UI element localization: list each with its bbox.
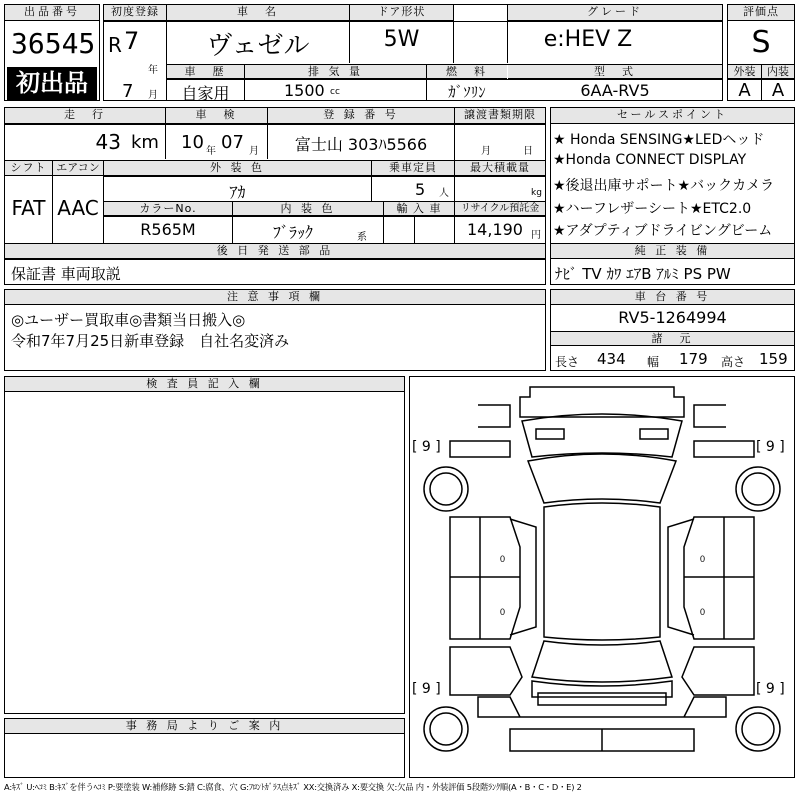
office-label: 事 務 局 よ り ご 案 内 [5, 719, 404, 734]
transfer-day-unit: 日 [523, 146, 533, 157]
door-label: ドア形状 [350, 5, 453, 21]
sales-point-line: ★ハーフレザーシート★ETC2.0 [553, 201, 752, 217]
chassis-label: 車 台 番 号 [551, 290, 794, 305]
height: 159 [759, 350, 788, 368]
transfer-month-unit: 月 [481, 146, 491, 157]
later-parts: 保証書 車両取説 [11, 265, 121, 283]
svg-text:0: 0 [500, 607, 506, 617]
dims-label: 諸 元 [551, 332, 794, 346]
windshield [528, 454, 676, 503]
first-reg-label: 初度登録 [104, 5, 166, 21]
capacity-label: 乗車定員 [372, 161, 454, 176]
rear-bumper [478, 697, 726, 717]
mileage-label: 走 行 [5, 108, 165, 124]
front-bumper-left [478, 405, 510, 427]
history: 自家用 [181, 84, 230, 103]
car-diagram-box [409, 376, 795, 778]
plate-label: 登 録 番 号 [268, 108, 454, 124]
ext-color-label: 外 装 色 [104, 161, 371, 176]
int-color-suffix: 系 [357, 232, 367, 243]
first-reg-year-unit: 年 [148, 65, 158, 76]
ext-grade: A [738, 80, 751, 101]
lot-box [4, 4, 100, 101]
color-no: R565M [140, 220, 196, 239]
svg-text:0: 0 [500, 554, 506, 564]
headlight-right [640, 429, 668, 439]
door-type: 5W [383, 27, 420, 52]
first-reg-year: 7 [124, 27, 140, 55]
tire-depth-front-left: [ 9 ] [412, 439, 441, 455]
ext-color: ｱｶ [229, 183, 246, 202]
first-reg-era: R [108, 33, 122, 57]
eval-label: 評価点 [728, 5, 794, 21]
first-reg-month-unit: 月 [148, 90, 158, 101]
roof [544, 503, 660, 640]
model: 6AA-RV5 [580, 81, 650, 100]
capacity: 5 [415, 180, 426, 199]
rear-fender-right [682, 647, 754, 695]
later-parts-label: 後 日 発 送 部 品 [5, 244, 545, 259]
car-name: ヴェゼル [206, 31, 310, 61]
tire-depth-rear-right: [ 9 ] [756, 681, 785, 697]
recycle-label: リサイクル預託金 [455, 202, 545, 216]
inspection-month-unit: 月 [249, 146, 259, 157]
recycle-unit: 円 [531, 230, 541, 241]
svg-text:0: 0 [700, 554, 706, 564]
sales-point-line: ★ Honda SENSING★LEDヘッド [553, 132, 765, 148]
load-unit: kg [531, 188, 542, 198]
equipment-label: 純 正 装 備 [551, 244, 794, 259]
int-grade-label: 内装 [762, 65, 794, 79]
displacement-unit: cc [330, 87, 340, 97]
front-bumper-right [694, 405, 726, 427]
inspector-label: 検 査 員 記 入 欄 [5, 377, 404, 392]
grade: e:HEV Z [543, 27, 633, 52]
first-reg-month: 7 [122, 81, 134, 102]
lot-label: 出品番号 [5, 5, 99, 21]
mileage: 43 [95, 130, 121, 154]
left-side-front [450, 517, 520, 639]
width-label: 幅 [647, 355, 660, 369]
ac-label: エアコン [53, 161, 103, 176]
office-box [4, 718, 405, 778]
plate: 富士山 303ﾊ5566 [294, 135, 428, 154]
rear-fender-left [450, 647, 522, 695]
eval-score: S [751, 25, 771, 60]
notes-box [4, 289, 546, 371]
notes-line: ◎ユーザー買取車◎書類当日搬入◎ [11, 311, 246, 329]
front-fender-left [450, 441, 510, 457]
inspection-month: 07 [221, 132, 244, 153]
chassis-box [550, 289, 795, 371]
shift-label: シフト [5, 161, 52, 176]
history-label: 車 歴 [167, 65, 244, 79]
length: 434 [597, 350, 626, 368]
height-label: 高さ [721, 355, 746, 369]
chassis-number: RV5-1264994 [618, 308, 727, 327]
rear-bumper-top [538, 693, 666, 705]
length-label: 長さ [555, 355, 580, 369]
trunk [532, 681, 672, 697]
equipment: ﾅﾋﾞ TV ｶﾜ ｴｱB ｱﾙﾐ PS PW [555, 265, 731, 283]
sales-point-line: ★後退出庫サポート★バックカメラ [553, 178, 775, 194]
header-block [103, 4, 723, 101]
tire-depth-front-right: [ 9 ] [756, 439, 785, 455]
details-block [4, 107, 546, 285]
ext-grade-label: 外装 [728, 65, 761, 79]
int-color: ﾌﾞﾗｯｸ [272, 223, 313, 242]
model-label: 型 式 [508, 65, 722, 79]
color-no-label: カラーNo. [104, 202, 232, 216]
capacity-unit: 人 [439, 188, 449, 199]
inspection-label: 車 検 [166, 108, 267, 124]
front-bumper [520, 387, 684, 417]
car-name-label: 車 名 [167, 5, 349, 21]
notes-label: 注 意 事 項 欄 [5, 290, 545, 305]
grade-label: グレード [508, 5, 722, 21]
displacement: 1500 [284, 81, 325, 100]
sales-point-line: ★Honda CONNECT DISPLAY [553, 152, 747, 168]
inspector-box [4, 376, 405, 714]
sales-points-box [550, 107, 795, 285]
fuel: ｶﾞｿﾘﾝ [448, 83, 486, 101]
sales-point-line: ★アダプティブドライビングビーム [553, 223, 773, 239]
hood [522, 414, 682, 457]
tire-depth-rear-left: [ 9 ] [412, 681, 441, 697]
displacement-label: 排 気 量 [245, 65, 426, 79]
eval-box [727, 4, 795, 101]
right-side-front [684, 517, 754, 639]
int-grade: A [771, 80, 785, 101]
rear-window [532, 641, 672, 682]
shift: FAT [11, 196, 46, 220]
footer-legend: A:ｷｽﾞ U:ﾍｺﾐ B:ｷｽﾞを伴うﾍｺﾐ P:要塗装 W:補修跡 S:錆 C:腐食、穴 G:ﾌﾛﾝﾄｶﾞﾗｽ点ｷｽﾞ XX:交換済み X:要交換 欠:欠品 内・外装評価 5段階ﾗﾝｸ順(A・B・C・D・E) 2 [4, 782, 582, 792]
inspection-year-unit: 年 [206, 146, 216, 157]
ac: AAC [57, 196, 99, 220]
int-color-label: 内 装 色 [233, 202, 383, 216]
front-fender-right [694, 441, 754, 457]
headlight-left [536, 429, 564, 439]
svg-text:0: 0 [700, 607, 706, 617]
car-diagram [410, 377, 794, 777]
recycle-amount: 14,190 [467, 220, 523, 239]
import-label: 輸 入 車 [384, 202, 454, 216]
mileage-unit: km [131, 132, 159, 153]
inspection-year: 10 [181, 132, 204, 153]
transfer-label: 譲渡書類期限 [455, 108, 545, 124]
load-label: 最大積載量 [455, 161, 545, 176]
width: 179 [679, 350, 708, 368]
new-listing-badge: 初出品 [7, 67, 97, 100]
notes-line: 令和7年7月25日新車登録 自社名変済み [11, 332, 290, 350]
fuel-label: 燃 料 [427, 65, 507, 79]
sales-points-label: セールスポイント [551, 108, 794, 124]
lot-number: 36545 [11, 27, 96, 60]
